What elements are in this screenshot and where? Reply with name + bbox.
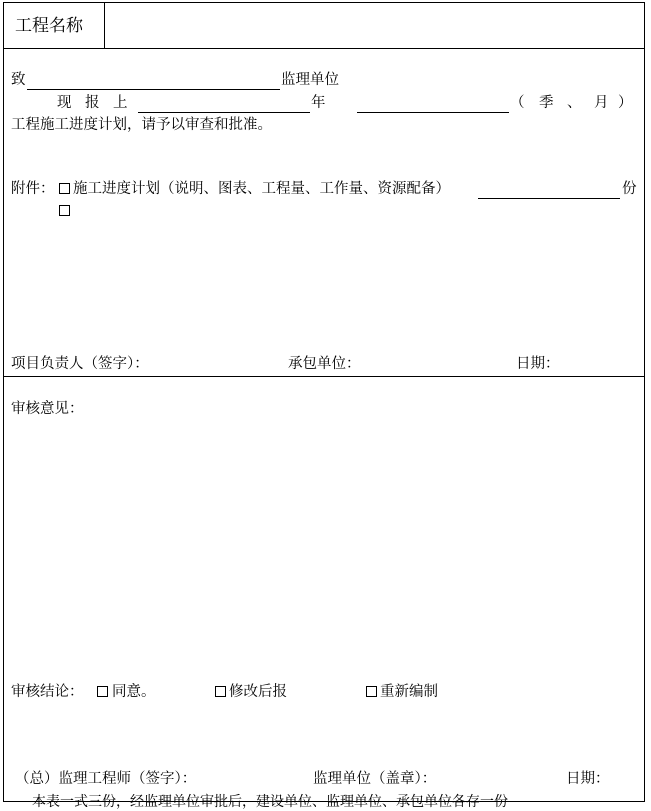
period-char-5: ） <box>618 95 633 111</box>
option-agree-label: 同意。 <box>112 684 156 700</box>
header-divider <box>104 3 105 48</box>
year-label: 年 <box>311 95 326 111</box>
header-bottom-border <box>4 48 644 49</box>
option-checkbox-agree[interactable] <box>97 686 108 697</box>
review-date-label: 日期： <box>566 771 610 787</box>
to-unit-blank[interactable] <box>27 89 280 90</box>
section-divider <box>4 376 644 377</box>
attachment-checkbox-2[interactable] <box>59 205 70 216</box>
period-char-1: （ <box>510 95 525 111</box>
attachment-checkbox-1[interactable] <box>59 183 70 194</box>
form-table <box>3 2 645 810</box>
attachment-label: 附件： <box>11 181 55 197</box>
application-date-label: 日期： <box>516 356 560 372</box>
submit-char-1: 现 <box>57 95 72 111</box>
request-line: 工程施工进度计划，请予以审查和批准。 <box>11 117 272 133</box>
supervision-unit-label: 监理单位（盖章）： <box>313 771 437 787</box>
review-conclusion-label: 审核结论： <box>11 684 84 700</box>
submit-char-2: 报 <box>85 95 100 111</box>
project-name-value[interactable] <box>114 15 634 37</box>
option-revise-label: 修改后报 <box>229 684 287 700</box>
footer-note: 本表一式三份，经监理单位审批后，建设单位、监理单位、承包单位各存一份 <box>32 794 508 810</box>
engineer-signature-label: （总）监理工程师（签字）： <box>15 771 197 787</box>
project-name-label: 工程名称 <box>15 16 83 36</box>
option-checkbox-revise[interactable] <box>215 686 226 697</box>
attachment-item: 施工进度计划（说明、图表、工程量、工作量、资源配备） <box>73 181 450 197</box>
copies-blank[interactable] <box>478 198 620 199</box>
copies-label: 份 <box>622 181 637 197</box>
contractor-label: 承包单位： <box>288 356 361 372</box>
review-opinion-label: 审核意见： <box>11 401 84 417</box>
period-blank[interactable] <box>357 112 509 113</box>
period-char-4: 月 <box>594 95 609 111</box>
submit-char-3: 上 <box>113 95 128 111</box>
year-blank[interactable] <box>138 112 310 113</box>
to-prefix: 致 <box>11 72 26 88</box>
option-redo-label: 重新编制 <box>380 684 438 700</box>
period-char-3: 、 <box>567 95 582 111</box>
option-checkbox-redo[interactable] <box>366 686 377 697</box>
period-char-2: 季 <box>539 95 554 111</box>
project-manager-label: 项目负责人（签字）： <box>11 356 149 372</box>
to-suffix: 监理单位 <box>281 72 339 88</box>
